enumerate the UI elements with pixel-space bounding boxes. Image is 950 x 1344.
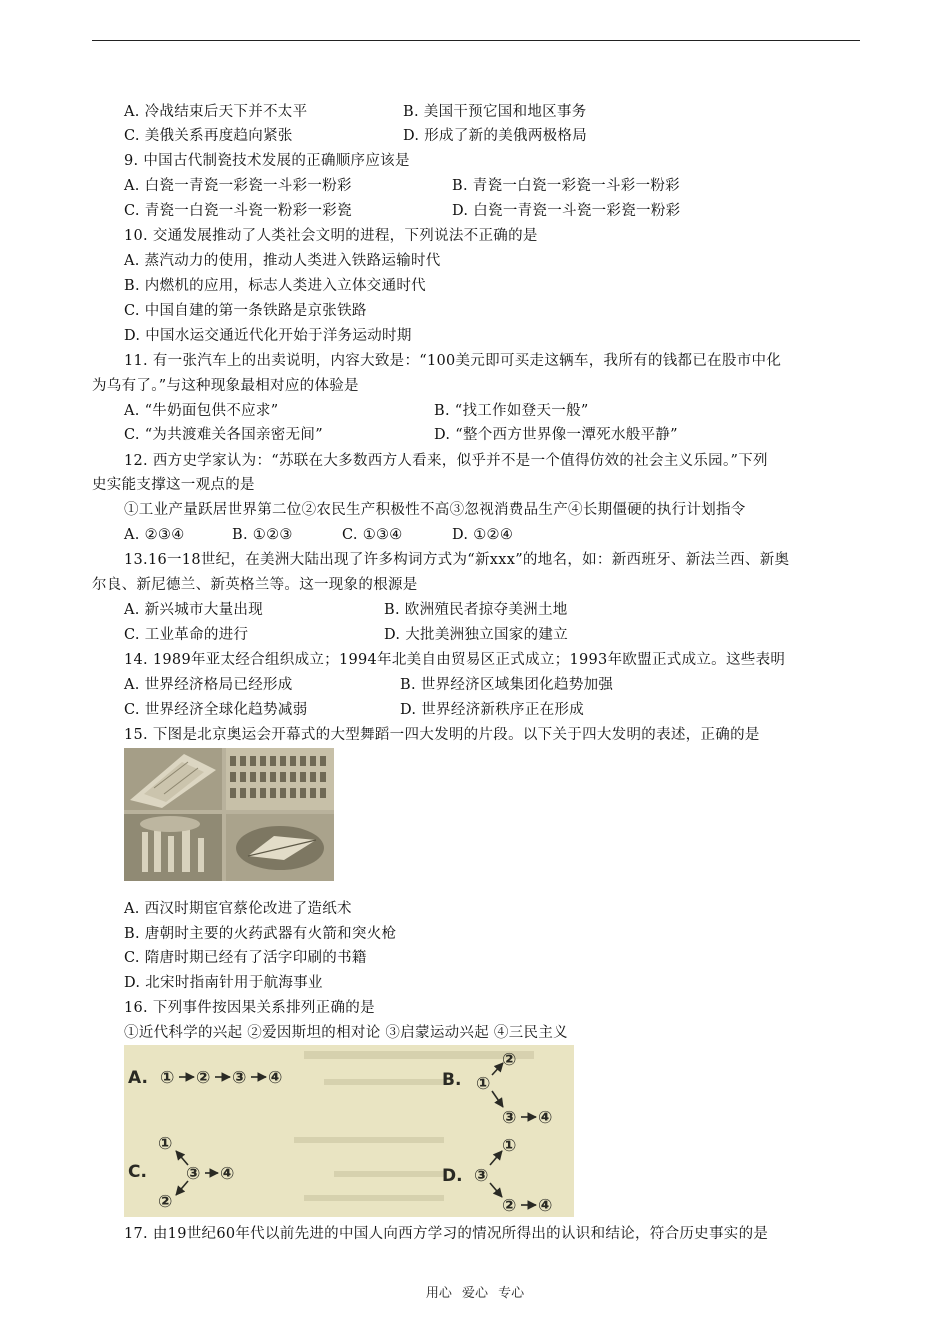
diagram-a-node1: ①: [160, 1068, 175, 1088]
q15-option-a: A. 西汉时期宦官蔡伦改进了造纸术: [124, 901, 352, 917]
diagram-a-node4: ④: [268, 1068, 283, 1088]
q14-option-a: A. 世界经济格局已经形成: [124, 677, 293, 693]
q9-option-b: B. 青瓷一白瓷一彩瓷一斗彩一粉彩: [452, 178, 680, 194]
q13-option-b: B. 欧洲殖民者掠夺美洲土地: [384, 602, 568, 618]
q14-stem: 14. 1989年亚太经合组织成立；1994年北美自由贸易区正式成立；1993年欧盟正式成立。这些表明: [124, 652, 786, 668]
diagram-c-node3: ③: [186, 1164, 201, 1184]
q12-items: ①工业产量跃居世界第二位②农民生产积极性不高③忽视消费品生产④长期僵硬的执行计划指令: [124, 502, 746, 518]
diagram-c-node4: ④: [220, 1164, 235, 1184]
header-rule: [92, 40, 860, 41]
q8-option-c: C. 美俄关系再度趋向紧张: [124, 128, 293, 144]
diagram-b-node3: ③: [502, 1108, 517, 1128]
diagram-c-node1: ①: [158, 1134, 173, 1154]
diagram-d-node1: ①: [502, 1136, 517, 1156]
q10-stem: 10. 交通发展推动了人类社会文明的进程，下列说法不正确的是: [124, 228, 538, 244]
diagram-c-node2: ②: [158, 1192, 173, 1212]
q16-items: ①近代科学的兴起 ②爱因斯坦的相对论 ③启蒙运动兴起 ④三民主义: [124, 1025, 568, 1041]
q10-option-b: B. 内燃机的应用，标志人类进入立体交通时代: [124, 278, 426, 294]
diagram-a-node2: ②: [196, 1068, 211, 1088]
q13-stem-line1: 13.16一18世纪，在美洲大陆出现了许多构词方式为“新xxx”的地名，如：新西班牙、新法兰西、新奥: [124, 552, 790, 568]
q11-option-b: B. “找工作如登天一般”: [434, 403, 589, 419]
diagram-label-b: B.: [442, 1070, 462, 1090]
q13-option-d: D. 大批美洲独立国家的建立: [384, 627, 569, 643]
diagram-label-d: D.: [442, 1166, 463, 1186]
diagram-d-node3: ③: [474, 1166, 489, 1186]
diagram-label-c: C.: [128, 1162, 147, 1182]
q11-stem-line1: 11. 有一张汽车上的出卖说明，内容大致是：“100美元即可买走这辆车，我所有的钱都已在股市中化: [124, 353, 782, 369]
q12-option-a: A. ②③④: [124, 527, 185, 543]
diagram-label-a: A.: [128, 1068, 148, 1088]
q14-option-d: D. 世界经济新秩序正在形成: [400, 702, 585, 718]
diagram-a-node3: ③: [232, 1068, 247, 1088]
page-footer: 用心 爱心 专心: [425, 1286, 525, 1301]
q9-option-a: A. 白瓷一青瓷一彩瓷一斗彩一粉彩: [124, 178, 352, 194]
q15-option-d: D. 北宋时指南针用于航海事业: [124, 975, 323, 991]
diagram-b-node4: ④: [538, 1108, 553, 1128]
q8-option-b: B. 美国干预它国和地区事务: [403, 104, 587, 120]
q15-stem: 15. 下图是北京奥运会开幕式的大型舞蹈一四大发明的片段。以下关于四大发明的表述，正确的是: [124, 727, 760, 743]
q16-causal-diagram: [124, 1045, 574, 1217]
q11-option-a: A. “牛奶面包供不应求”: [124, 403, 279, 419]
q10-option-a: A. 蒸汽动力的使用，推动人类进入铁路运输时代: [124, 253, 441, 269]
q8-option-d: D. 形成了新的美俄两极格局: [403, 128, 588, 144]
q13-option-c: C. 工业革命的进行: [124, 627, 249, 643]
q12-option-b: B. ①②③: [232, 527, 293, 543]
diagram-background: [124, 1045, 574, 1217]
q16-stem: 16. 下列事件按因果关系排列正确的是: [124, 1000, 375, 1016]
q9-option-c: C. 青瓷一白瓷一斗瓷一粉彩一彩瓷: [124, 203, 352, 219]
q15-option-c: C. 隋唐时期已经有了活字印刷的书籍: [124, 950, 367, 966]
q14-option-c: C. 世界经济全球化趋势减弱: [124, 702, 308, 718]
q11-option-d: D. “整个西方世界像一潭死水般平静”: [434, 427, 678, 443]
q12-option-c: C. ①③④: [342, 527, 403, 543]
q11-stem-line2: 为乌有了。”与这种现象最相对应的体验是: [92, 378, 359, 394]
diagram-b-node2: ②: [502, 1050, 517, 1070]
q12-stem-line2: 史实能支撑这一观点的是: [92, 477, 255, 493]
q9-option-d: D. 白瓷一青瓷一斗瓷一彩瓷一粉彩: [452, 203, 681, 219]
q13-option-a: A. 新兴城市大量出现: [124, 602, 263, 618]
q10-option-d: D. 中国水运交通近代化开始于洋务运动时期: [124, 328, 412, 344]
diagram-b-node1: ①: [476, 1074, 491, 1094]
q10-option-c: C. 中国自建的第一条铁路是京张铁路: [124, 303, 367, 319]
q14-option-b: B. 世界经济区域集团化趋势加强: [400, 677, 614, 693]
q13-stem-line2: 尔良、新尼德兰、新英格兰等。这一现象的根源是: [92, 577, 418, 593]
diagram-d-node4: ④: [538, 1196, 553, 1216]
olympics-dance-photo: [124, 748, 334, 881]
q12-option-d: D. ①②④: [452, 527, 514, 543]
q11-option-c: C. “为共渡难关各国亲密无间”: [124, 427, 323, 443]
diagram-d-node2: ②: [502, 1196, 517, 1216]
q17-stem: 17. 由19世纪60年代以前先进的中国人向西方学习的情况所得出的认识和结论，符合历史事实的是: [124, 1226, 769, 1242]
q9-stem: 9. 中国古代制瓷技术发展的正确顺序应该是: [124, 153, 410, 169]
q12-stem-line1: 12. 西方史学家认为：“苏联在大多数西方人看来，似乎并不是一个值得仿效的社会主义乐园。”下列: [124, 453, 768, 469]
q8-option-a: A. 冷战结束后天下并不太平: [124, 104, 308, 120]
q15-option-b: B. 唐朝时主要的火药武器有火箭和突火枪: [124, 926, 397, 942]
